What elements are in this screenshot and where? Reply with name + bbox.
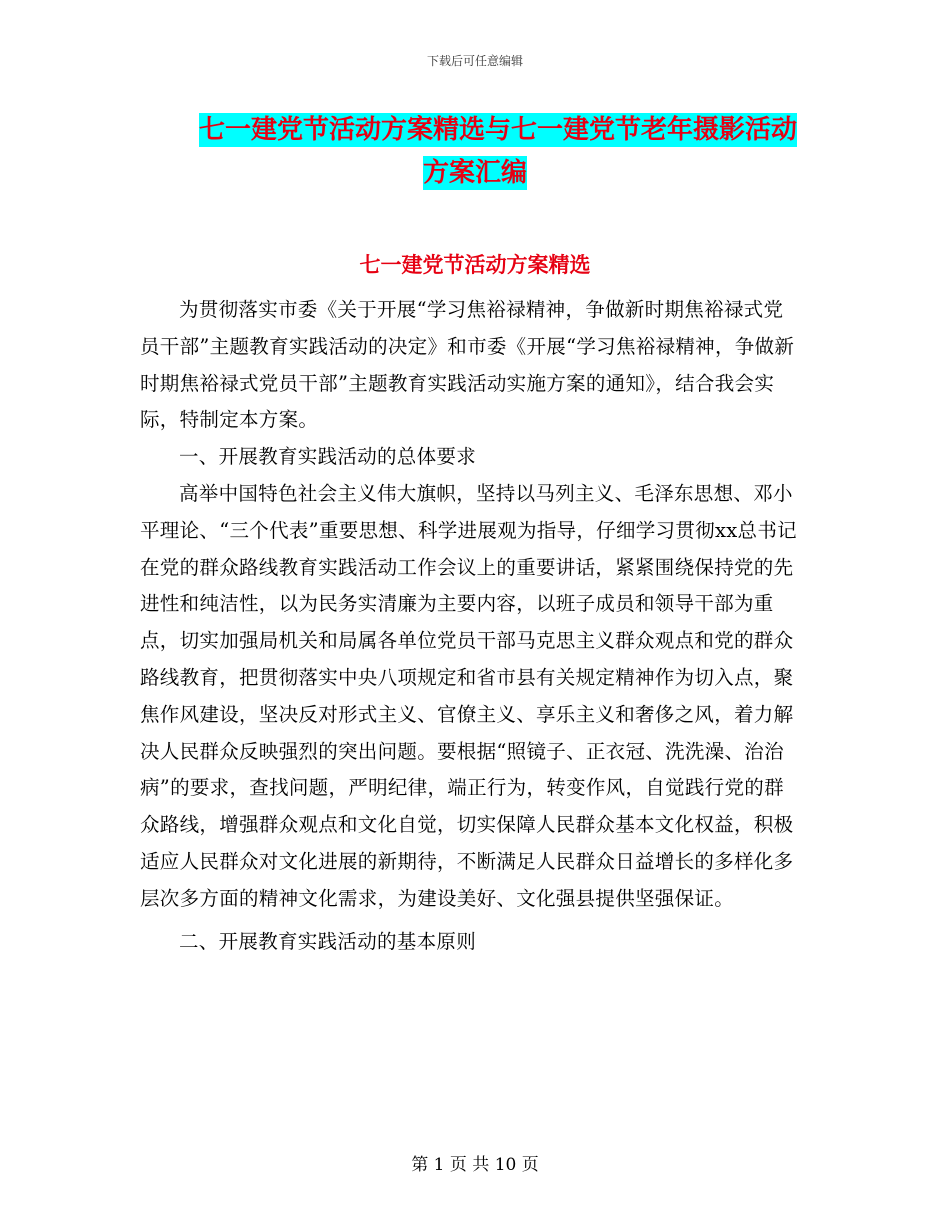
heading-basic-principles: 二、开展教育实践活动的基本原则	[179, 929, 477, 953]
section-title: 七一建党节活动方案精选	[359, 253, 591, 277]
page-number: 第 1 页 共 10 页	[411, 1155, 539, 1175]
document-title-text-2: 方案汇编	[422, 158, 527, 188]
paragraph-intro: 为贯彻落实市委《关于开展“学习焦裕禄精神，争做新时期焦裕禄式党员干部”主题教育实践活动的决定》和市委《开展“学习焦裕禄精神，争做新时期焦裕禄式党员干部”主题教育实践活动实施方案的通知》，结合我会实际，特制定本方案。	[140, 298, 795, 432]
document-title-text-1: 七一建党节活动方案精选与七一建党节老年摄影活动	[198, 115, 797, 145]
document-title-line1	[0, 113, 950, 147]
document-title-line2	[0, 156, 950, 190]
document-body	[140, 292, 800, 960]
page-header-note: 下载后可任意编辑	[426, 54, 523, 68]
heading-general-requirements: 一、开展教育实践活动的总体要求	[179, 445, 477, 469]
paragraph-requirements: 高举中国特色社会主义伟大旗帜，坚持以马列主义、毛泽东思想、邓小平理论、“三个代表”重要思想、科学进展观为指导，仔细学习贯彻xx总书记在党的群众路线教育实践活动工作会议上的重要讲话，紧紧围绕保持党的先进性和纯洁性，以为民务实清廉为主要内容，以班子成员和领导干部为重点，切实加强局机关和局属各单位党员干部马克思主义群众观点和党的群众路线教育，把贯彻落实中央八项规定和省市县有关规定精神作为切入点，聚焦作风建设，坚决反对形式主义、官僚主义、享乐主义和奢侈之风，着力解决人民群众反映强烈的突出问题。要根据“照镜子、正衣冠、洗洗澡、治治病”的要求，查找问题，严明纪律，端正行为，转变作风，自觉践行党的群众路线，增强群众观点和文化自觉，切实保障人民群众基本文化权益，积极适应人民群众对文化进展的新期待，不断满足人民群众日益增长的多样化多层次多方面的精神文化需求，为建设美好、文化强县提供坚强保证。	[140, 481, 797, 910]
